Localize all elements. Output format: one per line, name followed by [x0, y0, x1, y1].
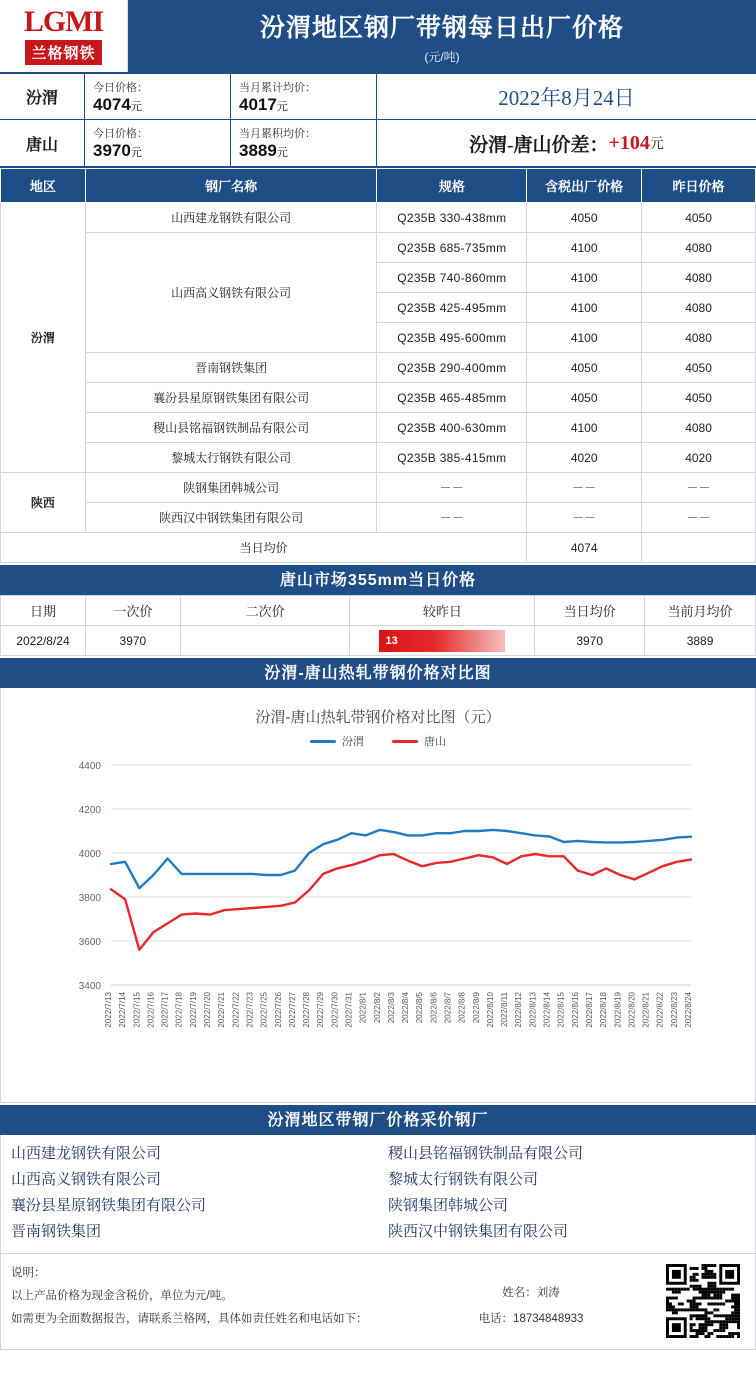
- cell-average-value: 4074: [527, 533, 642, 563]
- svg-text:3400: 3400: [78, 981, 101, 992]
- cell-mill: 陕钢集团韩城公司: [85, 473, 377, 503]
- cell-spec: Q235B 330-438mm: [377, 203, 527, 233]
- chart-legend: [1, 733, 755, 749]
- cell-yesterday: 4080: [642, 233, 756, 263]
- svg-text:2022/7/25: 2022/7/25: [259, 992, 269, 1028]
- cell-spec: Q235B 425-495mm: [377, 293, 527, 323]
- th-first-price: 一次价: [85, 596, 180, 626]
- svg-text:2022/7/15: 2022/7/15: [132, 992, 142, 1028]
- cell-mill: 山西建龙钢铁有限公司: [85, 203, 377, 233]
- cell-region: 汾渭: [1, 203, 86, 473]
- summary-today-label: 今日价格：: [93, 128, 148, 140]
- ts-first-price: 3970: [85, 626, 180, 656]
- mill-list-item: 晋南钢铁集团: [11, 1223, 102, 1240]
- page-title: 汾渭地区钢厂带钢每日出厂价格: [259, 13, 624, 42]
- summary-region-label: 唐山: [0, 120, 85, 166]
- cell-price: 4050: [527, 203, 642, 233]
- chart-title: 汾渭-唐山热轧带钢价格对比图（元）: [255, 709, 501, 726]
- cell-average-label: 当日均价: [1, 533, 527, 563]
- logo: [0, 0, 128, 72]
- ts-change-cell: [350, 626, 535, 656]
- cell-spec: Q235B 385-415mm: [377, 443, 527, 473]
- th-region: 地区: [1, 169, 86, 203]
- change-value: 13: [385, 634, 398, 647]
- svg-text:2022/8/12: 2022/8/12: [514, 992, 524, 1028]
- price-difference: [377, 120, 756, 166]
- cell-price: 4100: [527, 233, 642, 263]
- cell-mill: 襄汾县星原钢铁集团有限公司: [85, 383, 377, 413]
- cell-price: 4100: [527, 413, 642, 443]
- svg-text:2022/7/31: 2022/7/31: [344, 992, 354, 1028]
- tangshan-data-row: [1, 626, 756, 656]
- summary-left: [0, 74, 377, 166]
- header-title-block: [128, 0, 756, 72]
- svg-text:2022/8/16: 2022/8/16: [570, 992, 580, 1028]
- cell-yesterday: 4080: [642, 293, 756, 323]
- th-yesterday: 昨日价格: [642, 169, 756, 203]
- note-line-2: 如需更为全面数据报告，请联系兰格网，具体如责任姓名和电话如下：: [11, 1313, 368, 1325]
- th-mill: 钢厂名称: [85, 169, 377, 203]
- svg-text:2022/8/9: 2022/8/9: [471, 992, 481, 1024]
- svg-text:2022/8/22: 2022/8/22: [655, 992, 665, 1028]
- table-row: [1, 443, 756, 473]
- cell-yesterday: －－: [642, 503, 756, 533]
- svg-text:2022/8/15: 2022/8/15: [556, 992, 566, 1028]
- table-row: [1, 233, 756, 263]
- svg-text:4000: 4000: [78, 849, 101, 860]
- cell-mill: 晋南钢铁集团: [85, 353, 377, 383]
- svg-text:2022/7/18: 2022/7/18: [174, 992, 184, 1028]
- cell-yesterday: 4080: [642, 263, 756, 293]
- svg-text:2022/7/30: 2022/7/30: [330, 992, 340, 1028]
- summary-row-tangshan: [0, 120, 376, 166]
- svg-text:2022/7/28: 2022/7/28: [302, 992, 311, 1028]
- footer-notes: [11, 1262, 401, 1339]
- cell-price: 4100: [527, 263, 642, 293]
- line-chart-svg: [1, 753, 756, 1093]
- table-body: [1, 203, 756, 563]
- summary-today-price: [85, 120, 231, 166]
- cell-yesterday: 4080: [642, 413, 756, 443]
- footer-contact: [401, 1262, 661, 1339]
- th-change: 较昨日: [350, 596, 535, 626]
- price-difference-unit: 元: [649, 137, 664, 152]
- legend-label-tangshan: 唐山: [424, 736, 446, 748]
- summary-region-label: 汾渭: [0, 74, 85, 119]
- summary-month-value: 3889元: [239, 141, 288, 160]
- cell-spec: Q235B 465-485mm: [377, 383, 527, 413]
- qr-code-icon: [666, 1264, 740, 1338]
- svg-text:2022/7/29: 2022/7/29: [316, 992, 326, 1028]
- svg-text:2022/8/19: 2022/8/19: [613, 992, 623, 1028]
- svg-text:2022/8/4: 2022/8/4: [401, 992, 411, 1024]
- summary-today-label: 今日价格：: [93, 81, 148, 94]
- table-header-row: [1, 169, 756, 203]
- cell-spec: －－: [377, 473, 527, 503]
- svg-text:2022/7/19: 2022/7/19: [188, 992, 198, 1028]
- svg-text:2022/8/3: 2022/8/3: [386, 992, 396, 1024]
- cell-price: 4100: [527, 323, 642, 353]
- svg-text:2022/7/13: 2022/7/13: [104, 992, 113, 1028]
- summary-month-label: 当月累积均价：: [239, 128, 316, 140]
- svg-text:2022/8/2: 2022/8/2: [372, 992, 382, 1024]
- cell-mill: 黎城太行钢铁有限公司: [85, 443, 377, 473]
- svg-text:4200: 4200: [78, 805, 101, 816]
- mill-list-item: 山西建龙钢铁有限公司: [11, 1145, 162, 1162]
- svg-text:4400: 4400: [78, 761, 101, 772]
- page-header: [0, 0, 756, 74]
- svg-text:2022/7/14: 2022/7/14: [118, 992, 128, 1028]
- th-date: 日期: [1, 596, 86, 626]
- svg-text:2022/7/27: 2022/7/27: [287, 992, 297, 1028]
- contact-name: 姓名：刘涛: [502, 1287, 560, 1299]
- report-date: 2022年8月24日: [377, 74, 756, 120]
- svg-text:2022/7/17: 2022/7/17: [160, 992, 170, 1028]
- qr-code-container: [661, 1262, 745, 1339]
- svg-text:2022/7/23: 2022/7/23: [245, 992, 255, 1028]
- tangshan-price-table: [0, 595, 756, 656]
- page-footer: [0, 1254, 756, 1350]
- mill-list-band: 汾渭地区带钢厂价格采价钢厂: [0, 1103, 756, 1135]
- mill-list-item: 山西高义钢铁有限公司: [11, 1171, 162, 1188]
- svg-text:2022/8/23: 2022/8/23: [669, 992, 679, 1028]
- table-row: [1, 413, 756, 443]
- legend-item-fenwei: [310, 733, 364, 749]
- note-line-1: 以上产品价格为现金含税价，单位为元/吨。: [11, 1290, 233, 1302]
- cell-yesterday: 4050: [642, 353, 756, 383]
- summary-row-fenwei: [0, 74, 376, 120]
- table-row: [1, 353, 756, 383]
- svg-text:3600: 3600: [78, 937, 101, 948]
- price-difference-label: 汾渭-唐山价差：: [469, 134, 609, 156]
- svg-text:2022/8/14: 2022/8/14: [542, 992, 552, 1028]
- mill-list-right-column: [378, 1141, 755, 1245]
- svg-text:2022/7/16: 2022/7/16: [146, 992, 156, 1028]
- svg-text:2022/8/6: 2022/8/6: [429, 992, 439, 1024]
- mill-list-item: 稷山县铭福钢铁制品有限公司: [388, 1145, 584, 1162]
- th-price: 含税出厂价格: [527, 169, 642, 203]
- table-row: [1, 383, 756, 413]
- cell-mill: 稷山县铭福钢铁制品有限公司: [85, 413, 377, 443]
- chart-section-band: 汾渭-唐山热轧带钢价格对比图: [0, 656, 756, 688]
- ts-month-avg: 3889: [645, 626, 756, 656]
- table-row-average: [1, 533, 756, 563]
- cell-price: 4100: [527, 293, 642, 323]
- cell-region: 陕西: [1, 473, 86, 533]
- legend-swatch-fenwei: [310, 740, 336, 743]
- cell-yesterday: 4050: [642, 383, 756, 413]
- legend-item-tangshan: [392, 733, 446, 749]
- cell-spec: Q235B 290-400mm: [377, 353, 527, 383]
- svg-text:2022/7/20: 2022/7/20: [203, 992, 212, 1028]
- tangshan-section-band: 唐山市场355mm当日价格: [0, 563, 756, 595]
- cell-yesterday: 4080: [642, 323, 756, 353]
- cell-spec: Q235B 740-860mm: [377, 263, 527, 293]
- cell-average-blank: [642, 533, 756, 563]
- th-day-avg: 当日均价: [535, 596, 645, 626]
- legend-swatch-tangshan: [392, 740, 418, 743]
- cell-spec: Q235B 495-600mm: [377, 323, 527, 353]
- chart-container: [0, 688, 756, 1103]
- cell-spec: Q235B 400-630mm: [377, 413, 527, 443]
- cell-mill: 山西高义钢铁有限公司: [85, 233, 377, 353]
- cell-yesterday: －－: [642, 473, 756, 503]
- cell-spec: －－: [377, 503, 527, 533]
- svg-text:2022/8/8: 2022/8/8: [457, 992, 467, 1024]
- svg-text:3800: 3800: [78, 893, 101, 904]
- cell-price: －－: [527, 503, 642, 533]
- mill-list: [0, 1135, 756, 1254]
- note-title: 说明：: [11, 1267, 46, 1279]
- tangshan-header-row: [1, 596, 756, 626]
- mill-list-left-column: [1, 1141, 378, 1245]
- table-row: [1, 503, 756, 533]
- cell-price: －－: [527, 473, 642, 503]
- summary-today-value: 4074元: [93, 94, 142, 114]
- th-month-avg: 当前月均价: [645, 596, 756, 626]
- svg-text:2022/8/24: 2022/8/24: [684, 992, 693, 1028]
- svg-text:2022/8/11: 2022/8/11: [500, 992, 510, 1027]
- logo-mark: LGMI: [23, 5, 104, 38]
- summary-today-price: [85, 74, 231, 119]
- svg-text:2022/8/17: 2022/8/17: [585, 992, 594, 1028]
- summary-block: [0, 74, 756, 168]
- summary-today-value: 3970元: [93, 141, 142, 160]
- svg-text:2022/7/26: 2022/7/26: [273, 992, 283, 1028]
- logo-chinese-name: 兰格钢铁: [25, 40, 101, 65]
- summary-month-price: [231, 120, 376, 166]
- summary-month-price: [231, 74, 376, 119]
- svg-text:2022/8/21: 2022/8/21: [641, 992, 651, 1028]
- th-second-price: 二次价: [180, 596, 350, 626]
- table-row: [1, 203, 756, 233]
- price-difference-value: +104: [608, 131, 650, 154]
- cell-price: 4050: [527, 353, 642, 383]
- th-spec: 规格: [377, 169, 527, 203]
- mill-list-item: 陕西汉中钢铁集团有限公司: [388, 1223, 569, 1240]
- cell-yesterday: 4050: [642, 203, 756, 233]
- chart-plot: [1, 753, 756, 1098]
- summary-right: [377, 74, 756, 166]
- summary-month-label: 当月累计均价：: [239, 81, 316, 94]
- contact-phone: 电话：18734848933: [478, 1313, 584, 1325]
- cell-mill: 陕西汉中钢铁集团有限公司: [85, 503, 377, 533]
- svg-text:2022/8/7: 2022/8/7: [443, 992, 453, 1024]
- mill-list-item: 黎城太行钢铁有限公司: [388, 1171, 539, 1188]
- svg-text:2022/7/22: 2022/7/22: [231, 992, 241, 1028]
- cell-spec: Q235B 685-735mm: [377, 233, 527, 263]
- legend-label-fenwei: 汾渭: [342, 736, 364, 748]
- svg-text:2022/8/18: 2022/8/18: [599, 992, 609, 1028]
- cell-yesterday: 4020: [642, 443, 756, 473]
- cell-price: 4020: [527, 443, 642, 473]
- ts-day-avg: 3970: [535, 626, 645, 656]
- svg-text:2022/8/10: 2022/8/10: [486, 992, 495, 1028]
- summary-month-value: 4017元: [239, 94, 288, 114]
- svg-text:2022/8/13: 2022/8/13: [528, 992, 538, 1028]
- ts-second-price: [180, 626, 350, 656]
- svg-text:2022/8/20: 2022/8/20: [627, 992, 637, 1028]
- svg-text:2022/8/1: 2022/8/1: [358, 992, 368, 1024]
- mill-list-item: 陕钢集团韩城公司: [388, 1197, 509, 1214]
- svg-text:2022/7/21: 2022/7/21: [217, 992, 227, 1028]
- table-row: [1, 473, 756, 503]
- mill-price-table: [0, 168, 756, 563]
- svg-text:2022/8/5: 2022/8/5: [415, 992, 425, 1024]
- page-subtitle: (元/吨): [424, 49, 460, 64]
- mill-list-item: 襄汾县星原钢铁集团有限公司: [11, 1197, 207, 1214]
- ts-date: 2022/8/24: [1, 626, 86, 656]
- change-bar: [379, 630, 505, 652]
- cell-price: 4050: [527, 383, 642, 413]
